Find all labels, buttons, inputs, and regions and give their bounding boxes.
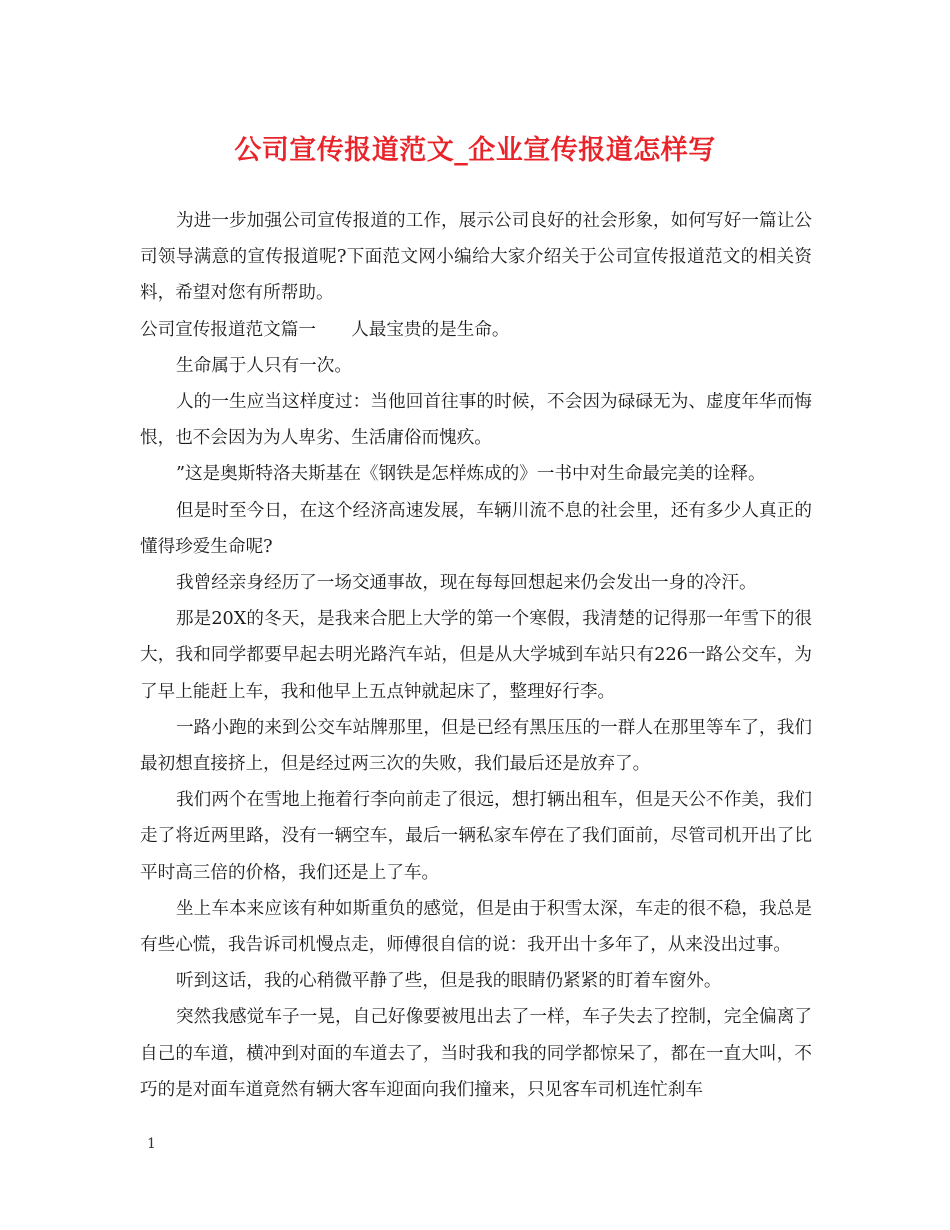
paragraph: ”这是奥斯特洛夫斯基在《钢铁是怎样炼成的》一书中对生命最完美的诠释。 — [176, 464, 766, 485]
paragraph: 生命属于人只有一次。 — [176, 355, 352, 376]
paragraph: 坐上车本来应该有种如斯重负的感觉，但是由于积雪太深，车走的很不稳，我总是有些心慌，我告诉司机慢点走，师傅很自信的说：我开出十多年了，从来没出过事。 — [140, 898, 812, 956]
paragraph: 突然我感觉车子一晃，自己好像要被甩出去了一样，车子失去了控制，完全偏离了自己的车道，横冲到对面的车道去了，当时我和我的同学都惊呆了，都在一直大叫，不巧的是对面车道竟然有辆大客车迎面向我们撞来，只见客车司机连忙刹车 — [140, 1007, 812, 1100]
paragraph: 但是时至今日，在这个经济高速发展，车辆川流不息的社会里，还有多少人真正的懂得珍爱生命呢? — [140, 500, 812, 557]
paragraph: 我曾经亲身经历了一场交通事故，现在每每回想起来仍会发出一身的冷汗。 — [176, 573, 757, 594]
paragraph: 一路小跑的来到公交车站牌那里，但是已经有黑压压的一群人在那里等车了，我们最初想直接挤上，但是经过两三次的失败，我们最后还是放弃了。 — [140, 717, 812, 775]
paragraph: 公司宣传报道范文篇一 人最宝贵的是生命。 — [140, 319, 510, 340]
paragraph: 人的一生应当这样度过：当他回首往事的时候，不会因为碌碌无为、虚度年华而悔恨，也不会因为为人卑劣、生活庸俗而愧疚。 — [140, 392, 812, 449]
paragraph: 那是20X的冬天，是我来合肥上大学的第一个寒假，我清楚的记得那一年雪下的很大，我和同学都要早起去明光路汽车站，但是从大学城到车站只有226一路公交车，为了早上能赶上车，我和他早上五点钟就起床了，整理好行李。 — [140, 609, 812, 702]
paragraph: 为进一步加强公司宣传报道的工作，展示公司良好的社会形象，如何写好一篇让公司领导满意的宣传报道呢?下面范文网小编给大家介绍关于公司宣传报道范文的相关资料，希望对您有所帮助。 — [140, 211, 812, 304]
page-number: 1 — [147, 1136, 156, 1152]
paragraph: 我们两个在雪地上拖着行李向前走了很远，想打辆出租车，但是天公不作美，我们走了将近两里路，没有一辆空车，最后一辆私家车停在了我们面前，尽管司机开出了比平时高三倍的价格，我们还是上了车。 — [140, 790, 812, 883]
paragraph: 听到这话，我的心稍微平静了些，但是我的眼睛仍紧紧的盯着车窗外。 — [176, 971, 722, 992]
document-body — [140, 203, 812, 1108]
document-title: 公司宣传报道范文_企业宣传报道怎样写 — [234, 135, 716, 166]
